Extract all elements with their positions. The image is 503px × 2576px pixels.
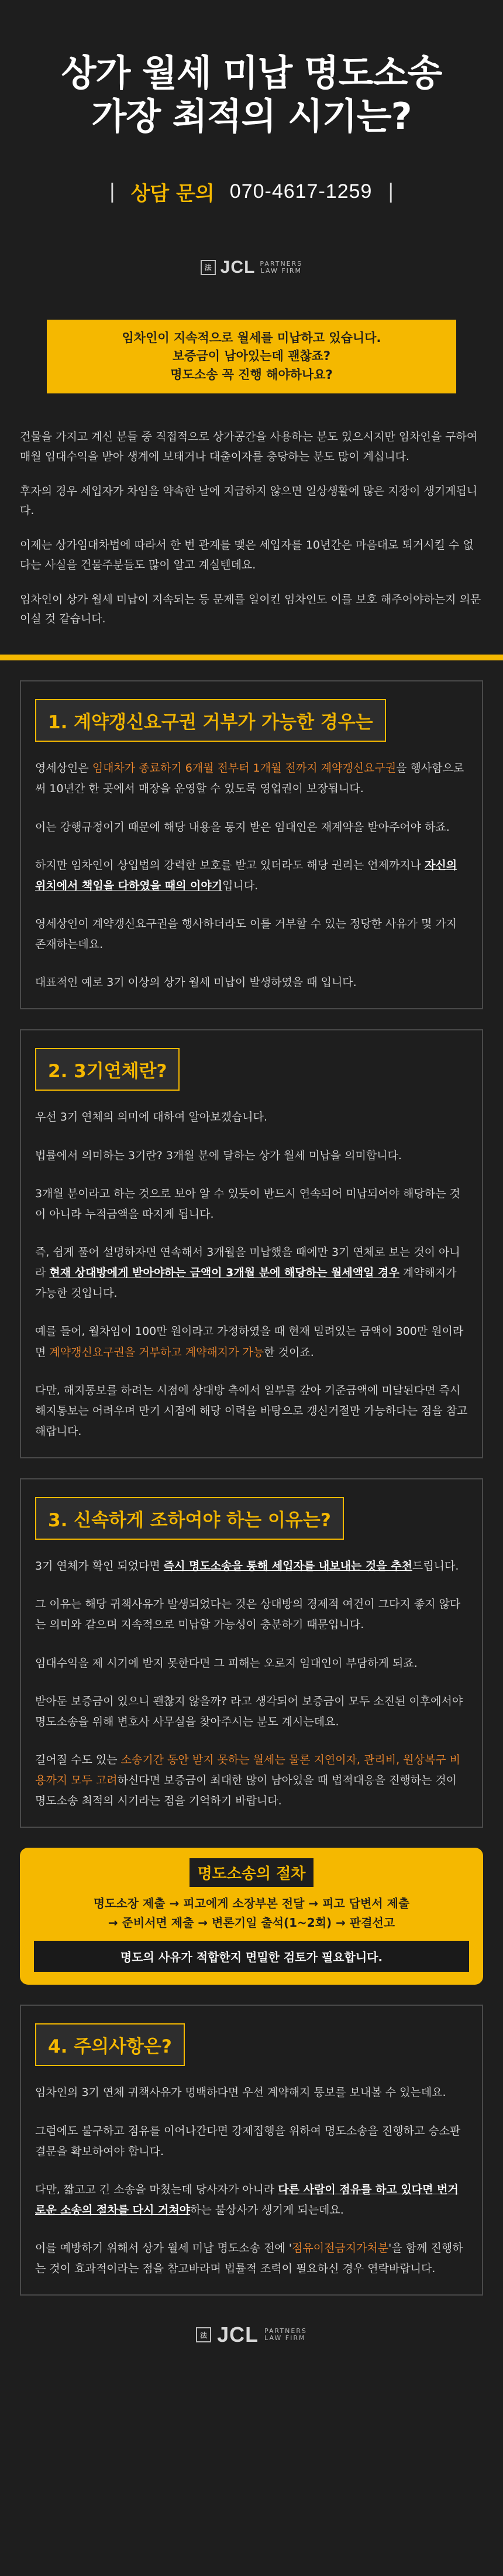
logo-firm: LAW FIRM: [260, 266, 302, 275]
intro-paragraph: 이제는 상가임대차법에 따라서 한 번 관계를 맺은 세입자를 10년간은 마음대로 퇴거시킬 수 없다는 사실을 건물주분들도 많이 알고 계실텐데요.: [20, 539, 474, 571]
logo-partners: PARTNERS: [260, 259, 303, 268]
text-span: 하지만 임차인이 상입법의 강력한 보호를 받고 있더라도 해당 권리는 언제까지나: [35, 858, 425, 872]
procedure-steps-line-2: → 준비서면 제출 → 변론기일 출석(1~2회) → 판결선고: [108, 1916, 395, 1930]
section-2-paragraph: 다만, 해지통보를 하려는 시점에 상대방 측에서 일부를 갚아 기준금액에 미달된다면 즉시 해지통보는 어려우며 만기 시점에 해당 이력을 바탕으로 갱신거절만 가능하다는 점을 참고해랍니다.: [35, 1383, 468, 1438]
text-span: 입니다.: [222, 879, 259, 892]
text-span: 예를 들어, 월차임이 100만 원이라고 가정하였을 때 현재 밀려있는 금액이 300만 원이라면: [35, 1325, 464, 1359]
callout-line-3: 명도소송 꼭 진행 해야하나요?: [170, 367, 333, 382]
section-3-paragraph: [35, 1750, 468, 1811]
section-4-paragraph: 그럼에도 불구하고 점유를 이어나간다면 강제집행을 위하여 명도소송을 진행하고 승소판결문을 확보하여야 합니다.: [35, 2124, 461, 2158]
text-span: '을 함께 진행하는 것이 효과적이라는 점을 참고바라며 법률적 조력이 필요하신 경우 연락바랍니다.: [35, 2242, 463, 2276]
callout-line-2: 보증금이 남아있는데 괜찮죠?: [172, 349, 331, 364]
footer-logo: [0, 2322, 503, 2347]
callout-line-1: 임차인이 지속적으로 월세를 미납하고 있습니다.: [122, 330, 381, 345]
text-span: 이를 예방하기 위해서 상가 월세 미납 명도소송 전에 ': [35, 2242, 292, 2255]
page-title: [0, 52, 503, 139]
logo: [0, 258, 503, 278]
text-span: 계약해지가 가능한 것입니다.: [35, 1266, 457, 1300]
section-1-title: 1. 계약갱신요구권 거부가 가능한 경우는: [35, 699, 386, 742]
section-3: [20, 1478, 483, 1828]
highlight-text: 임대차가 종료하기 6개월 전부터 1개월 전까지 계약갱신요구권: [92, 762, 397, 775]
underlined-text: 다른 사람이 점유를 하고 있다면 번거로운 소송의 절차를 다시 거쳐야: [35, 2183, 459, 2217]
section-4-paragraph: [35, 2238, 468, 2279]
section-2: [20, 1029, 483, 1458]
logo-name: JCL: [220, 257, 256, 277]
section-2-paragraph: [35, 1242, 468, 1304]
logo-firm: LAW FIRM: [264, 2334, 306, 2342]
logo-name: JCL: [217, 2322, 259, 2347]
section-1-paragraph: 이는 강행규정이기 때문에 해당 내용을 통지 받은 임대인은 재계약을 받아주어야 하죠.: [35, 820, 450, 834]
section-3-paragraph: 그 이유는 해당 귀책사유가 발생되었다는 것은 상대방의 경제적 여건이 그다지 좋지 않다는 의미와 같으며 지속적으로 미납할 가능성이 충분하기 때문입니다.: [35, 1598, 461, 1632]
text-span: 다만, 짧고고 긴 소송을 마쳤는데 당사자가 아니라: [35, 2183, 278, 2196]
underlined-text: 자신의 위치에서 책임을 다하였을 때의 이야기: [35, 858, 457, 892]
section-2-title: 2. 3기연체란?: [35, 1048, 180, 1091]
section-1-paragraph: [35, 855, 468, 896]
logo-mark-icon: 法: [201, 260, 216, 275]
logo-subtext: [260, 261, 302, 275]
separator-left: |: [109, 180, 116, 204]
procedure-note: 명도의 사유가 적합한지 면밀한 검토가 필요합니다.: [34, 1941, 469, 1972]
text-span: 하는 불상사가 생기게 되는데요.: [190, 2203, 344, 2217]
text-span: 3기 연체가 확인 되었다면: [35, 1560, 164, 1573]
text-span: 하신다면 보증금이 최대한 많이 남아있을 때 법적대응을 진행하는 것이 명도소송 최적의 시기라는 점을 기억하기 바랍니다.: [35, 1774, 457, 1808]
text-span: 드립니다.: [412, 1560, 459, 1573]
procedure-steps-line-1: 명도소장 제출 → 피고에게 소장부본 전달 → 피고 답변서 제출: [93, 1896, 410, 1911]
hero-header: [0, 0, 503, 278]
intro-paragraph: 임차인이 상가 월세 미납이 지속되는 등 문제를 일이킨 임차인도 이를 보호 해주어야하는지 의문이실 것 같습니다.: [20, 592, 481, 626]
text-span: 즉, 쉽게 풀어 설명하자면 연속해서 3개월을 미납했을 때에만 3기 연체로 보는 것이 아니라: [35, 1245, 460, 1280]
section-4-paragraph: 임차인의 3기 연체 귀책사유가 명백하다면 우선 계약해지 통보를 보내볼 수 있는데요.: [35, 2086, 446, 2099]
section-1-paragraph: [35, 758, 468, 799]
callout-box: [47, 320, 456, 394]
separator-right: |: [387, 180, 394, 204]
highlight-text: 소송기간 동안 받지 못하는 월세는 물론 지연이자, 관리비, 원상복구 비용까지 모두 고려: [35, 1753, 460, 1787]
text-span: 을 행사함으로써 10년간 한 곳에서 매장을 운영할 수 있도록 영업권이 보장됩니다.: [35, 762, 464, 796]
section-3-paragraph: 임대수익을 제 시기에 받지 못한다면 그 피해는 오로지 임대인이 부담하게 되죠.: [35, 1656, 418, 1670]
section-4-title: 4. 주의사항은?: [35, 2023, 185, 2066]
intro-paragraph: 건물을 가지고 계신 분들 중 직접적으로 상가공간을 사용하는 분도 있으시지만 임차인을 구하여 매월 임대수익을 받아 생계에 보태거나 대출이자를 충당하는 분도 많이 계십니다.: [20, 430, 478, 463]
contact-row: [0, 177, 503, 206]
text-span: 한 것이죠.: [264, 1345, 314, 1359]
text-span: 길어질 수도 있는: [35, 1753, 121, 1766]
title-line-1: 상가 월세 미납 명도소송: [61, 52, 442, 94]
text-span: 영세상인은: [35, 762, 92, 775]
logo-subtext: [264, 2328, 307, 2342]
contact-phone[interactable]: 070-4617-1259: [229, 180, 373, 203]
yellow-divider: [0, 655, 503, 660]
underlined-text: 즉시 명도소송을 통해 세입자를 내보내는 것을 추천: [163, 1560, 412, 1573]
section-3-paragraph: 받아둔 보증금이 있으니 괜찮지 않을까? 라고 생각되어 보증금이 모두 소진된 이후에서야 명도소송을 위해 변호사 사무실을 찾아주시는 분도 계시는데요.: [35, 1694, 463, 1728]
highlight-text: 점유이전금지가처분: [291, 2242, 389, 2255]
logo-partners: PARTNERS: [264, 2327, 307, 2335]
section-2-paragraph: 3개월 분이라고 하는 것으로 보아 알 수 있듯이 반드시 연속되어 미납되어야 해당하는 것이 아니라 누적금액을 따지게 됩니다.: [35, 1187, 460, 1221]
highlight-text: 계약갱신요구권을 거부하고 계약해지가 가능: [49, 1345, 264, 1359]
logo-mark-icon: 法: [196, 2327, 211, 2342]
section-3-title: 3. 신속하게 조하여야 하는 이유는?: [35, 1497, 344, 1540]
intro-paragraph: 후자의 경우 세입자가 차임을 약속한 날에 지급하지 않으면 일상생활에 많은 지장이 생기게됩니다.: [20, 484, 478, 518]
title-line-2: 가장 최적의 시기는?: [91, 95, 412, 138]
underlined-text: 현재 상대방에게 받아야하는 금액이 3개월 분에 해당하는 월세액일 경우: [49, 1266, 399, 1280]
intro-section: [0, 393, 503, 629]
section-2-paragraph: [35, 1321, 468, 1362]
section-4-paragraph: [35, 2180, 468, 2221]
section-2-paragraph: 법률에서 의미하는 3기란? 3개월 분에 달하는 상가 월세 미납을 의미합니다.: [35, 1149, 402, 1162]
section-1-paragraph: 영세상인이 계약갱신요구권을 행사하더라도 이를 거부할 수 있는 정당한 사유가 몇 가지 존재하는데요.: [35, 917, 457, 951]
section-2-paragraph: 우선 3기 연체의 의미에 대하여 알아보겠습니다.: [35, 1111, 268, 1124]
section-4: [20, 2005, 483, 2296]
procedure-box: [20, 1848, 483, 1985]
section-3-paragraph: [35, 1556, 468, 1577]
section-1: [20, 680, 483, 1009]
procedure-title: 명도소송의 절차: [190, 1858, 314, 1887]
section-1-paragraph: 대표적인 예로 3기 이상의 상가 월세 미납이 발생하였을 때 입니다.: [35, 976, 357, 989]
contact-label: 상담 문의: [130, 181, 215, 205]
